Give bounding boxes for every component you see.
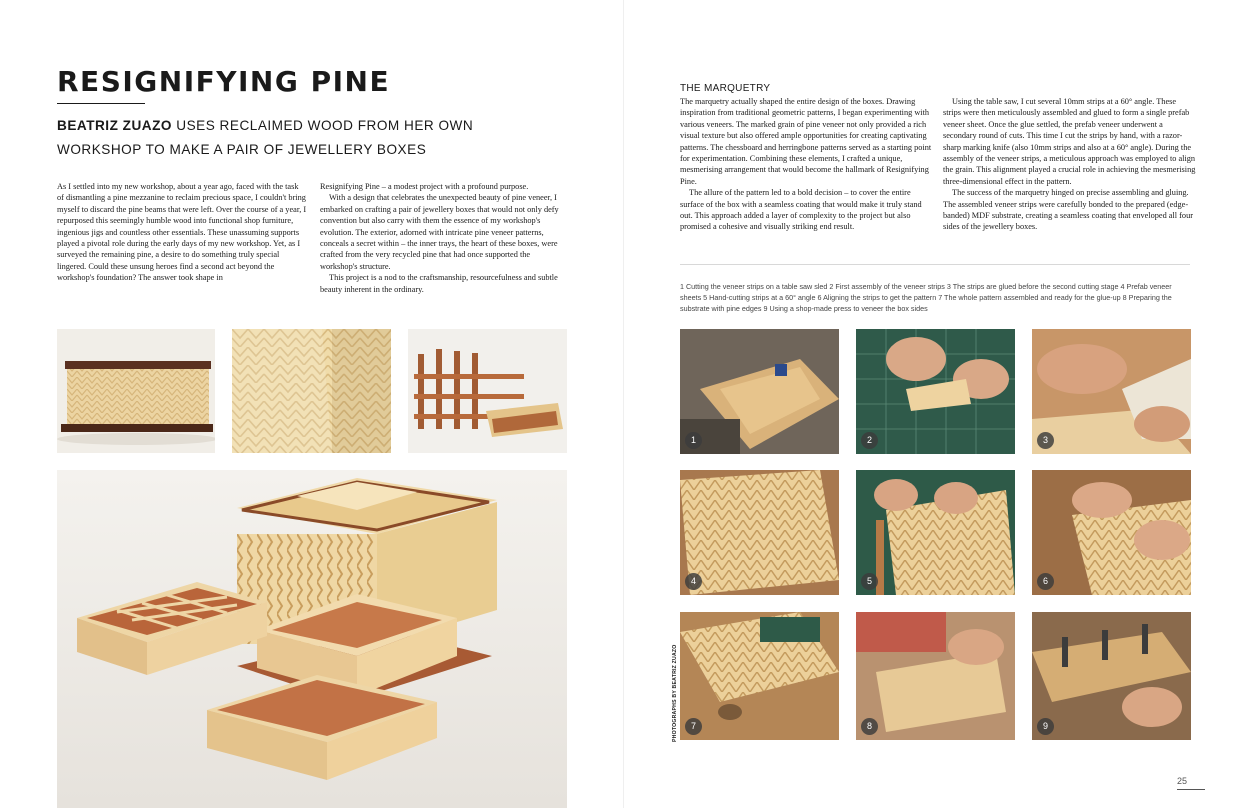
step-number-badge: 8 — [861, 718, 878, 735]
standfirst — [57, 114, 487, 162]
box-corner-image — [232, 329, 391, 453]
jewellery-boxes-hero-photo — [57, 470, 567, 808]
section-heading: THE MARQUETRY — [680, 83, 771, 94]
tray-assembly-photo — [408, 329, 567, 453]
page-number: 25 — [1177, 776, 1188, 786]
standfirst-text: USES RECLAIMED WOOD FROM HER OWN WORKSHOP TO MAKE A PAIR OF JEWELLERY BOXES — [57, 118, 474, 157]
intro-column-2 — [320, 181, 568, 295]
marquetry-column-2 — [943, 96, 1196, 233]
paragraph: As I settled into my new workshop, about a year ago, faced with the task of dismantling a pine mezzanine to reclaim precious space, I couldn't bring myself to discard the pine beams that were left. Over the course of a year, I repurposed this seemingly humble wood into functional shop furniture, ingenious jigs and countless other essentials. These unassuming supports played a pivotal role during the early days of my new workshop. Yet, as I surveyed the remaining pine, a desire to do something truly special lingered. Could these unsung heroes find a second act beyond the workshop's foundation? The answer took shape in — [57, 182, 307, 283]
step-number-badge: 7 — [685, 718, 702, 735]
step-number-badge: 6 — [1037, 573, 1054, 590]
box-front-photo — [57, 329, 215, 453]
step-photo-2 — [856, 329, 1015, 454]
jewellery-boxes-hero-image — [57, 470, 567, 808]
paragraph: With a design that celebrates the unexpected beauty of pine veneer, I embarked on crafting a pair of jewellery boxes that would not only defy convention but also carry with them the essence of my workshop's evolution. The exterior, adorned with intricate pine veneer patterns, conceals a secret within – the inner trays, the heart of these boxes, were crafted from the very recycled pine that had once supported the workshop's structure. — [320, 193, 559, 271]
box-corner-photo — [232, 329, 391, 453]
step-number-badge: 9 — [1037, 718, 1054, 735]
preparing-substrate-image — [856, 612, 1015, 740]
paragraph: The success of the marquetry hinged on precise assembling and gluing. The assembled veneer strips were carefully bonded to the prepared (edge-banded) MDF substrate, creating a seamless coating that enveloped all four sides of the jewellery boxes. — [943, 188, 1193, 232]
article-title: RESIGNIFYING PINE — [57, 65, 391, 98]
page-gutter — [623, 0, 624, 808]
step-photo-1 — [680, 329, 839, 454]
intro-column-1 — [57, 181, 307, 284]
title-underline — [57, 103, 145, 104]
tray-assembly-image — [408, 329, 567, 453]
section-divider — [680, 264, 1190, 265]
paragraph: Resignifying Pine – a modest project with a profound purpose. — [320, 182, 529, 191]
veneer-press-image — [1032, 612, 1191, 740]
step-number-badge: 5 — [861, 573, 878, 590]
paragraph: This project is a nod to the craftsmanship, resourcefulness and subtle beauty inherent in the ordinary. — [320, 273, 558, 294]
table-saw-sled-image — [680, 329, 839, 454]
step-number-badge: 2 — [861, 432, 878, 449]
paragraph: The allure of the pattern led to a bold decision – to cover the entire surface of the box with a seamless coating that would make it truly stand out. This approach added a layer of complexity to the project but also promised a cohesive and visually striking end result. — [680, 188, 922, 232]
paragraph: The marquetry actually shaped the entire design of the boxes. Drawing inspiration from traditional geometric patterns, I began experimenting with various veneers. The marked grain of pine veneer not only provided a rich visual texture but also offered ample opportunities for creating captivating patterns. The chessboard and herringbone patterns served as a starting point for experimentation. Combining these elements, I crafted a unique, mesmerising arrangement that would become the hallmark of Resignifying Pine. — [680, 97, 932, 186]
photo-captions: 1 Cutting the veneer strips on a table saw sled 2 First assembly of the veneer strips 3 The strips are glued before the second cutting stage 4 Prefab veneer sheets 5 Hand-cutting strips at a 60° angle 6 Aligning the strips to get the pattern 7 The whole pattern assembled and ready for the glue-up 8 Preparing the substrate with pine edges 9 Using a shop-made press to veneer the box sides — [680, 282, 1172, 313]
cutting-mat-image — [856, 329, 1015, 454]
step-number-badge: 1 — [685, 432, 702, 449]
step-number-badge: 3 — [1037, 432, 1054, 449]
paragraph: Using the table saw, I cut several 10mm strips at a 60° angle. These strips were then meticulously assembled and glued to form a single prefab veneer sheet. Once the glue settled, the prefab veneer underwent a secondary round of cuts. This time I cut the strips by hand, with a razor-sharp marking knife (also 10mm strips and also at a 60° angle). During the assembly of the veneer strips, a meticulous approach was employed to align the grain. This alignment played a crucial role in achieving the mesmerising three-dimensional effect in the pattern. — [943, 97, 1196, 186]
step-photo-6 — [1032, 470, 1191, 595]
step-photo-5 — [856, 470, 1015, 595]
marquetry-column-1 — [680, 96, 933, 233]
pattern-assembled-image — [680, 612, 839, 740]
step-photo-8 — [856, 612, 1015, 740]
aligning-strips-image — [1032, 470, 1191, 595]
box-front-image — [57, 329, 215, 453]
step-photo-7 — [680, 612, 839, 740]
prefab-veneer-sheets-image — [680, 470, 839, 595]
step-photo-4 — [680, 470, 839, 595]
step-photo-3 — [1032, 329, 1191, 454]
step-number-badge: 4 — [685, 573, 702, 590]
page-number-rule — [1177, 789, 1205, 790]
hand-cutting-image — [856, 470, 1015, 595]
step-photo-9 — [1032, 612, 1191, 740]
standfirst-author: BEATRIZ ZUAZO — [57, 118, 172, 133]
glue-bottle-image — [1032, 329, 1191, 454]
photo-credit: PHOTOGRAPHS BY BEATRIZ ZUAZO — [672, 644, 678, 742]
